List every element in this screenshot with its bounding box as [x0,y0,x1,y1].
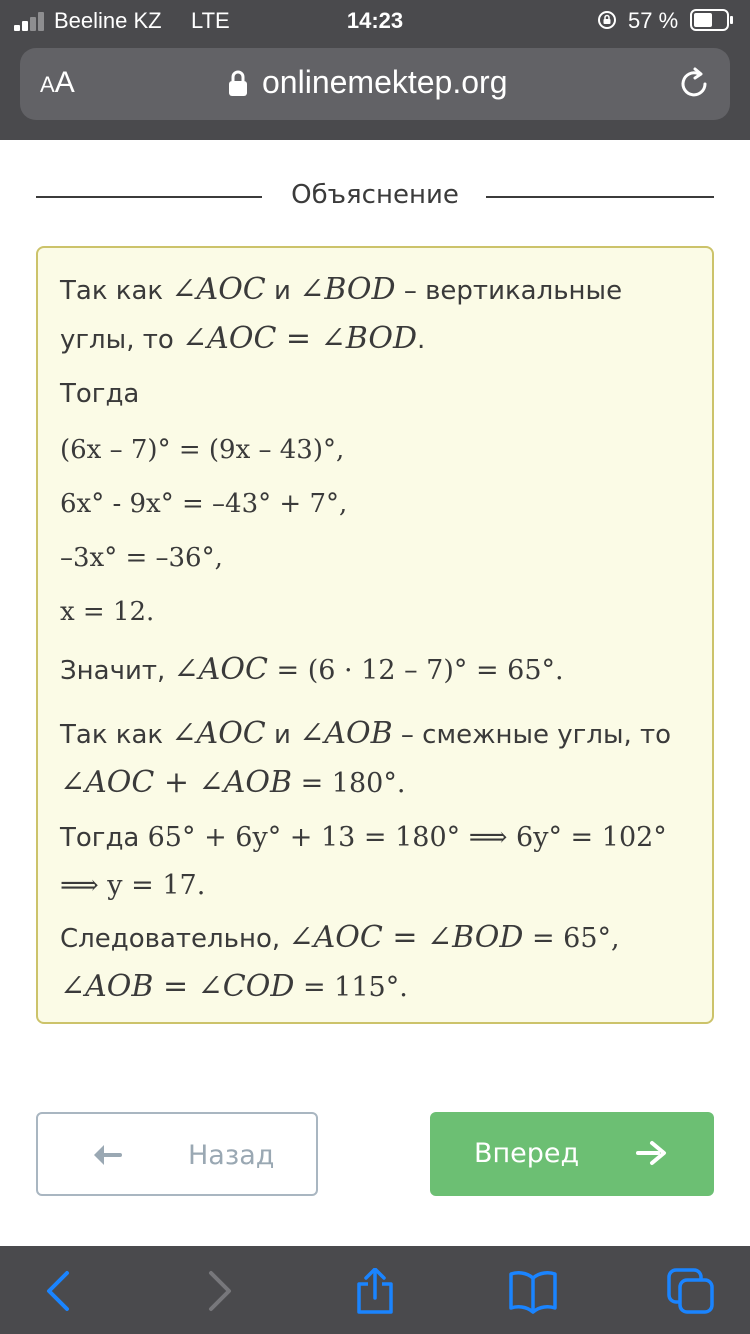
explanation-line-2: Тогда [60,379,140,409]
chevron-right-icon[interactable] [194,1268,244,1314]
explanation-line-5: –3x° = –36°, [60,543,223,573]
explanation-line-1: Так как ∠AOC и ∠BOD – вертикальные углы, то ∠AOC = ∠BOD. [60,272,623,356]
network-type: LTE [191,8,230,33]
battery-icon [690,9,734,31]
back-button[interactable] [36,1112,318,1196]
address-bar[interactable] [20,48,730,120]
battery-percent: 57 % [628,8,679,33]
share-icon[interactable] [350,1268,400,1314]
bookmarks-icon[interactable] [508,1268,558,1314]
text-size-button[interactable]: AA [40,66,75,99]
explanation-line-3: (6x – 7)° = (9x – 43)°, [60,435,345,465]
explanation-box [36,246,714,1024]
explanation-line-9: Тогда 65° + 6y° + 13 = 180° ⟹ 6y° = 102° ⟹ y = 17. [60,822,667,901]
explanation-line-8: Так как ∠AOC и ∠AOB – смежные углы, то ∠AOC + ∠AOB = 180°. [60,716,672,800]
tabs-icon[interactable] [666,1268,716,1314]
rotation-lock-icon [597,10,617,30]
explanation-line-10: Следовательно, ∠AOC = ∠BOD = 65°, ∠AOB = ∠COD = 115°. [60,920,620,1004]
back-button-label: Назад [188,1140,275,1171]
browser-toolbar [0,1246,750,1334]
arrow-left-icon [90,1141,122,1169]
arrow-right-icon [636,1139,668,1167]
browser-top-bar [0,0,750,140]
lock-icon [228,69,248,97]
chevron-left-icon[interactable] [34,1268,84,1314]
carrier-name: Beeline KZ [54,8,162,33]
explanation-line-6: x = 12. [60,597,155,627]
status-bar [0,0,750,44]
section-divider-right [486,196,714,198]
status-time: 14:23 [346,8,404,33]
url-domain[interactable]: onlinemektep.org [262,64,508,100]
next-button[interactable] [430,1112,714,1196]
explanation-line-4: 6x° - 9x° = –43° + 7°, [60,489,348,519]
next-button-label: Вперед [474,1138,580,1169]
reload-icon[interactable] [678,67,712,101]
explanation-line-7: Значит, ∠AOC = (6 · 12 – 7)° = 65°. [60,652,564,687]
section-title: Объяснение [291,180,459,210]
